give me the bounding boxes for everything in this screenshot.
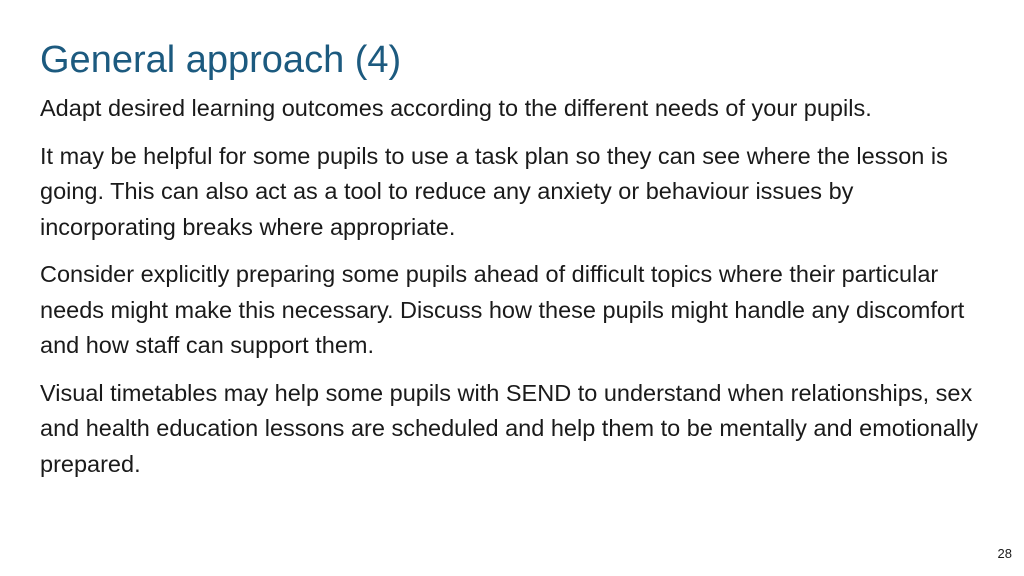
page-number: 28	[997, 546, 1012, 561]
slide-body	[40, 91, 980, 494]
paragraph-visual-timetables: Visual timetables may help some pupils with SEND to understand when relationships, sex and health education lessons are scheduled and help them to be mentally and emotionally prepared.	[40, 379, 979, 477]
paragraph-learning-outcomes: Adapt desired learning outcomes according to the different needs of your pupils.	[40, 95, 872, 121]
paragraph-difficult-topics: Consider explicitly preparing some pupils ahead of difficult topics where their particular needs might make this necessary. Discuss how these pupils might handle any discomfort and how staff can support them.	[40, 261, 965, 358]
paragraph-task-plan: It may be helpful for some pupils to use a task plan so they can see where the lesson is going. This can also act as a tool to reduce any anxiety or behaviour issues by incorporating breaks where appropriate.	[40, 142, 948, 240]
slide-title: General approach (4)	[40, 39, 402, 81]
